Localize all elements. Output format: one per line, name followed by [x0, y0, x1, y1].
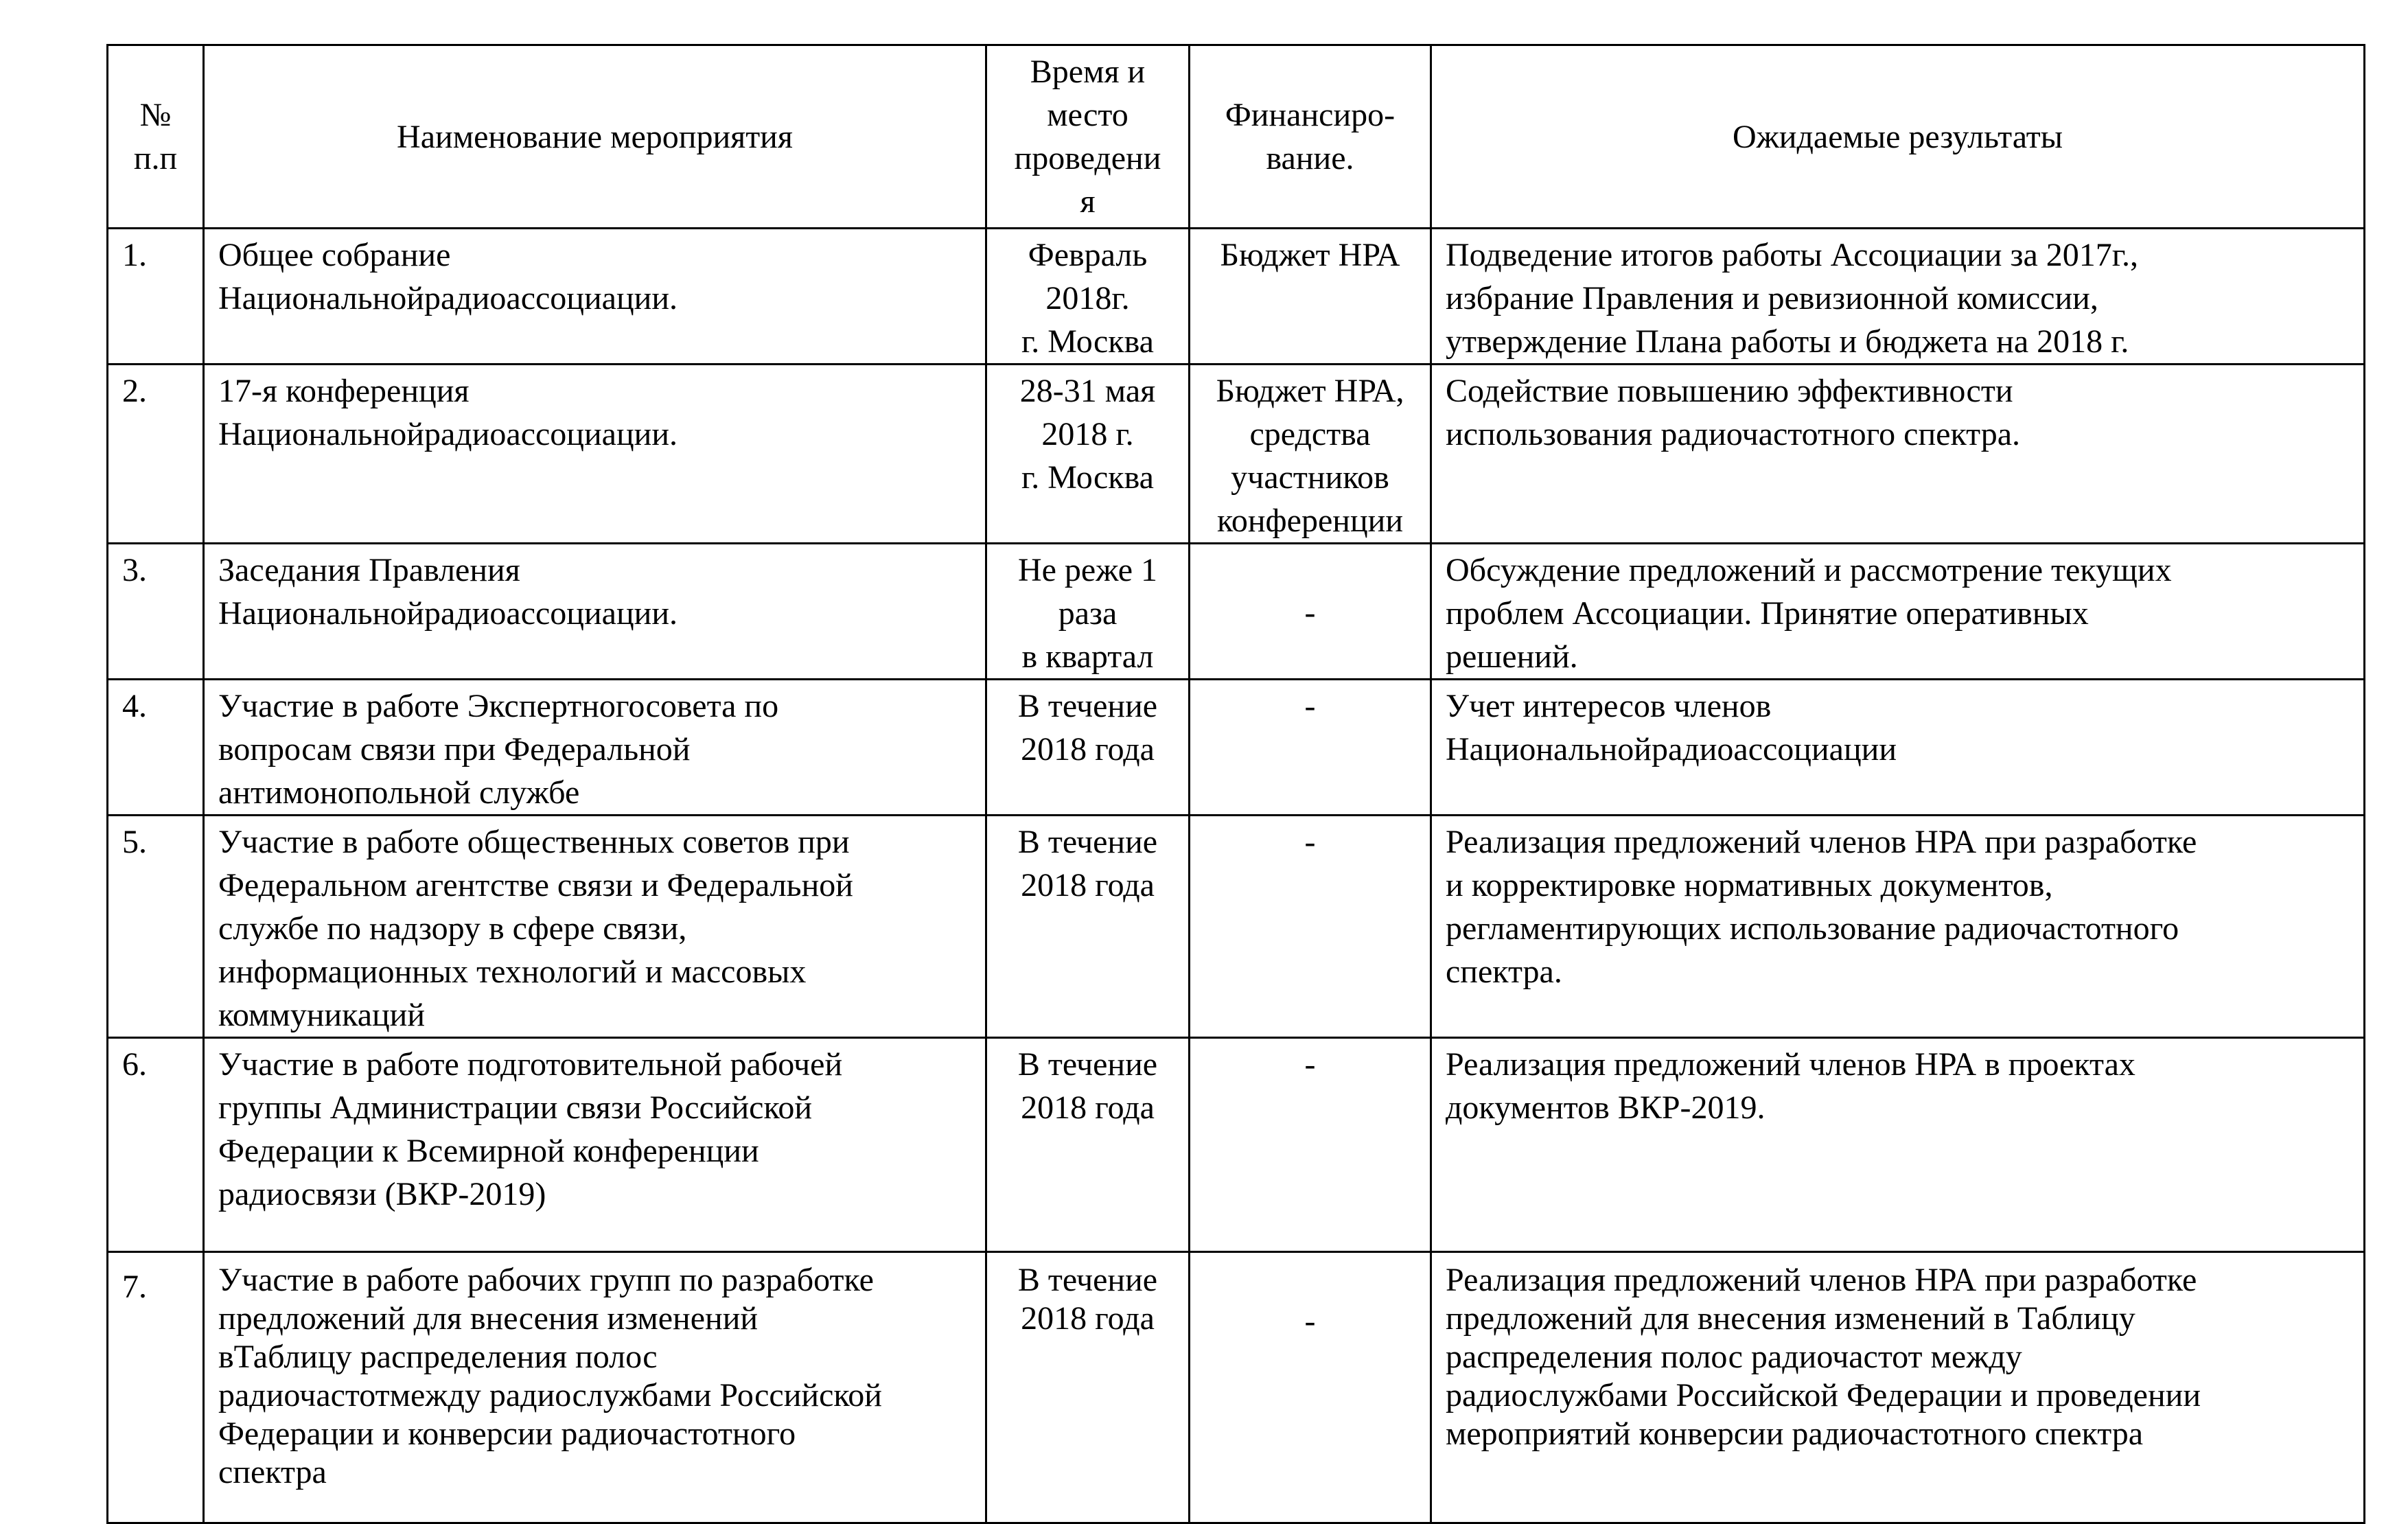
- row-num: 5.: [108, 816, 204, 1038]
- row-results: Реализация предложений членов НРА при разработке предложений для внесения изменений в Таблицу распределения полос радиочастот между радиослужбами Российской Федерации и проведении мероприятий конверсии радиочастотного спектра: [1431, 1252, 2365, 1523]
- row-funding: -: [1190, 1038, 1431, 1252]
- events-plan-table: [106, 44, 2365, 1524]
- row-results: Обсуждение предложений и рассмотрение текущих проблем Ассоциации. Принятие оперативных решений.: [1431, 544, 2365, 680]
- header-name: Наименование мероприятия: [204, 45, 986, 229]
- table-row: [108, 1252, 2365, 1523]
- row-name: Участие в работе рабочих групп по разработке предложений для внесения изменений вТаблицу распределения полос радиочастотмежду радиослужбами Российской Федерации и конверсии радиочастотного спектра: [204, 1252, 986, 1523]
- table-row: [108, 680, 2365, 816]
- row-funding: -: [1190, 816, 1431, 1038]
- row-num: 6.: [108, 1038, 204, 1252]
- header-num: № п.п: [108, 45, 204, 229]
- row-name: Общее собрание Национальнойрадиоассоциации.: [204, 229, 986, 365]
- row-results: Содействие повышению эффективности использования радиочастотного спектра.: [1431, 365, 2365, 544]
- table-row: [108, 1038, 2365, 1252]
- table-row: [108, 229, 2365, 365]
- row-when: В течение 2018 года: [986, 1252, 1190, 1523]
- row-results: Учет интересов членов Национальнойрадиоассоциации: [1431, 680, 2365, 816]
- row-funding: -: [1190, 680, 1431, 816]
- row-when: В течение 2018 года: [986, 680, 1190, 816]
- row-results: Подведение итогов работы Ассоциации за 2017г., избрание Правления и ревизионной комиссии, утверждение Плана работы и бюджета на 2018 г.: [1431, 229, 2365, 365]
- row-funding: Бюджет НРА: [1190, 229, 1431, 365]
- row-name: Участие в работе Экспертногосовета по вопросам связи при Федеральной антимонопольной службе: [204, 680, 986, 816]
- table-row: [108, 365, 2365, 544]
- row-name: Участие в работе общественных советов при Федеральном агентстве связи и Федеральной службе по надзору в сфере связи, информационных технологий и массовых коммуникаций: [204, 816, 986, 1038]
- table-row: [108, 816, 2365, 1038]
- row-when: Не реже 1 раза в квартал: [986, 544, 1190, 680]
- table-header-row: [108, 45, 2365, 229]
- row-funding: Бюджет НРА, средства участников конференции: [1190, 365, 1431, 544]
- row-results: Реализация предложений членов НРА при разработке и корректировке нормативных документов, регламентирующих использование радиочастотного спектра.: [1431, 816, 2365, 1038]
- row-num: 1.: [108, 229, 204, 365]
- row-when: 28-31 мая 2018 г. г. Москва: [986, 365, 1190, 544]
- row-num: 2.: [108, 365, 204, 544]
- row-when: В течение 2018 года: [986, 1038, 1190, 1252]
- header-funding: Финансиро- вание.: [1190, 45, 1431, 229]
- row-num: 3.: [108, 544, 204, 680]
- row-results: Реализация предложений членов НРА в проектах документов ВКР-2019.: [1431, 1038, 2365, 1252]
- row-num: 7.: [108, 1252, 204, 1523]
- row-funding: -: [1190, 544, 1431, 680]
- row-name: Участие в работе подготовительной рабочей группы Администрации связи Российской Федерации к Всемирной конференции радиосвязи (ВКР-2019): [204, 1038, 986, 1252]
- row-name: 17-я конференция Национальнойрадиоассоциации.: [204, 365, 986, 544]
- row-funding: -: [1190, 1252, 1431, 1523]
- header-results: Ожидаемые результаты: [1431, 45, 2365, 229]
- row-when: В течение 2018 года: [986, 816, 1190, 1038]
- table-row: [108, 544, 2365, 680]
- header-when: Время и место проведени я: [986, 45, 1190, 229]
- row-when: Февраль 2018г. г. Москва: [986, 229, 1190, 365]
- row-num: 4.: [108, 680, 204, 816]
- row-name: Заседания Правления Национальнойрадиоассоциации.: [204, 544, 986, 680]
